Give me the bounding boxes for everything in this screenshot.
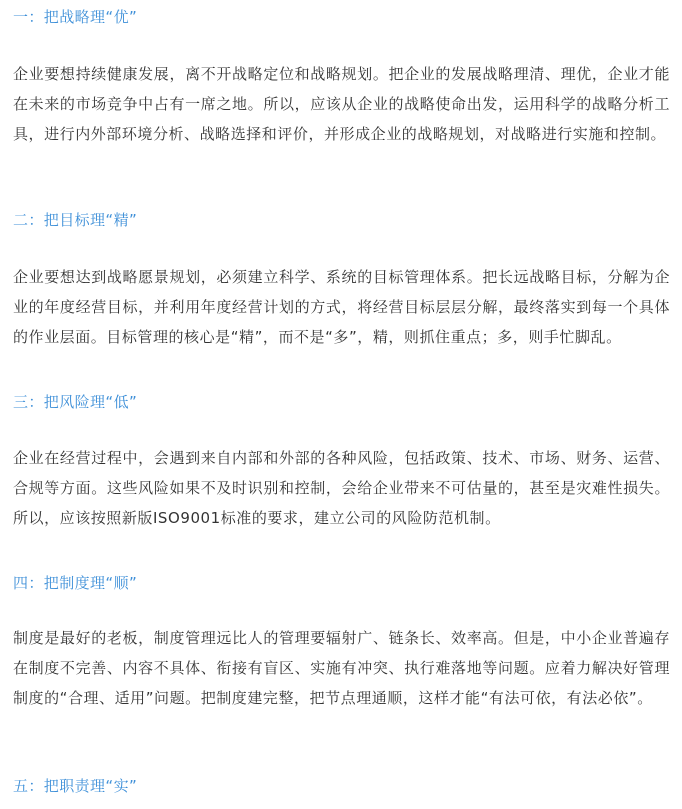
section-heading-1: 一：把战略理“优” [13,8,138,26]
section-heading-4: 四：把制度理“顺” [13,574,138,592]
section-paragraph-3: 企业在经营过程中，会遇到来自内部和外部的各种风险，包括政策、技术、市场、财务、运营、合规等方面。这些风险如果不及时识别和控制，会给企业带来不可估量的，甚至是灾难性损失。所以，应该按照新版ISO9001标准的要求，建立公司的风险防范机制。 [13,449,670,527]
section-heading-3: 三：把风险理“低” [13,393,138,411]
section-heading-5: 五：把职责理“实” [13,777,138,795]
section-heading-2: 二：把目标理“精” [13,211,138,229]
section-paragraph-4: 制度是最好的老板，制度管理远比人的管理要辐射广、链条长、效率高。但是，中小企业普遍存在制度不完善、内容不具体、衔接有盲区、实施有冲突、执行难落地等问题。应着力解决好管理制度的“合理、适用”问题。把制度建完整，把节点理通顺，这样才能“有法可依，有法必依”。 [13,629,670,707]
section-paragraph-1: 企业要想持续健康发展，离不开战略定位和战略规划。把企业的发展战略理清、理优，企业才能在未来的市场竞争中占有一席之地。所以，应该从企业的战略使命出发，运用科学的战略分析工具，进行内外部环境分析、战略选择和评价，并形成企业的战略规划，对战略进行实施和控制。 [13,65,670,143]
section-paragraph-2: 企业要想达到战略愿景规划，必须建立科学、系统的目标管理体系。把长远战略目标，分解为企业的年度经营目标，并利用年度经营计划的方式，将经营目标层层分解，最终落实到每一个具体的作业层面。目标管理的核心是“精”，而不是“多”，精，则抓住重点；多，则手忙脚乱。 [13,268,670,346]
